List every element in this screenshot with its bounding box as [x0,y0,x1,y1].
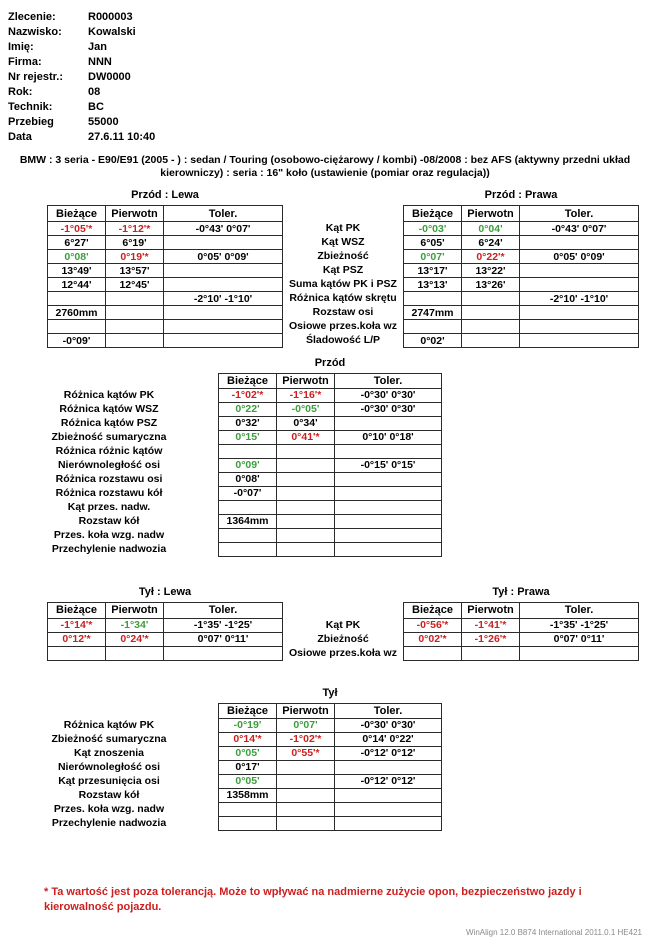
info-label: Nr rejestr.: [8,71,64,83]
table-row [219,816,441,830]
table-cell [334,543,441,556]
table-row [404,618,638,632]
table-cell: -1°35' -1°25' [163,619,282,632]
front-right-title: Przód : Prawa [484,189,558,201]
table-cell: 0°41'* [276,431,334,444]
column-header: Toler. [519,603,638,618]
rear-right-title: Tył : Prawa [492,585,550,598]
customer-info-block [0,0,650,145]
row-label: Różnica kątów PSZ [60,416,158,429]
table-cell [276,529,334,542]
info-value: Jan [88,41,107,53]
table-row [48,618,282,632]
row-label: Różnica kątów skrętu [289,292,397,304]
table-cell: -0°05' [276,403,334,416]
table-cell: 13°57' [105,264,163,277]
column-header: Pierwotn [461,206,519,221]
table-row [219,514,441,528]
column-header: Bieżące [227,704,268,717]
table-cell: -0°30' 0°30' [334,719,441,732]
info-value: Kowalski [88,26,136,38]
table-cell [404,292,461,305]
vehicle-spec-title: BMW : 3 seria - E90/E91 (2005 - ) : sedan / Touring (osobowo-ciężarowy / kombi) -08/2008 : bez AFS (aktywny przedni układ kierowniczy) : seria : 16" koło (ustawienie (pomiar oraz regulacja)) [19,154,631,179]
table-cell [404,320,461,333]
table-cell: -0°09' [62,334,91,347]
table-cell: -1°02'* [231,389,264,401]
table-header-row [404,206,638,221]
column-header: Bieżące [412,207,453,220]
table-cell: 0°07' 0°11' [519,633,638,646]
table-row [219,388,441,402]
table-cell: 6°27' [64,236,89,249]
table-cell: 0°14'* [233,733,262,745]
info-label: Zlecenie: [8,11,56,23]
table-row [219,402,441,416]
front-axle-section [0,188,650,349]
row-label: Zbieżność sumaryczna [51,430,167,443]
table-cell [276,775,334,788]
table-cell [334,529,441,542]
row-label: Osiowe przes.koła wz [289,320,397,332]
column-header: Bieżące [412,604,453,616]
table-cell [276,803,334,816]
front-left-title: Przód : Lewa [131,189,199,201]
table-cell [163,647,282,660]
info-value: 55000 [88,116,119,128]
row-label: Różnica kątów PK [63,388,155,401]
table-cell: -0°15' 0°15' [334,459,441,472]
column-header: Toler. [334,374,441,388]
table-cell [461,306,519,319]
table-cell: 0°05' 0°09' [163,250,282,263]
table-cell [219,501,276,514]
table-row [404,333,638,347]
front-measure-labels [283,188,403,349]
table-row [48,333,282,347]
table-header-row [48,206,282,221]
table-cell [334,445,441,458]
table-cell [105,334,163,347]
front-right-block [403,188,639,349]
front-right-table [403,205,639,348]
table-cell: 0°05' [235,747,260,759]
row-label: Różnica różnic kątów [55,444,163,457]
table-cell: 0°19'* [105,250,163,263]
table-row [219,500,441,514]
rear-left-title: Tył : Lewa [138,585,192,598]
table-cell [519,236,638,249]
column-header: Pierwotn [461,603,519,618]
tolerance-warning-text: * Ta wartość jest poza tolerancją. Może to wpływać na nadmierne zużycie opon, bezpieczeństwo jazdy i kierowalność pojazdu. [44,885,582,913]
table-row [219,802,441,816]
table-row [219,542,441,556]
table-cell: 0°08' [235,473,260,485]
column-header: Pierwotn [105,206,163,221]
row-label: Nierównoległość osi [57,458,161,471]
table-cell [461,334,519,347]
table-cell: -0°56'* [416,619,449,631]
table-row [219,788,441,802]
table-cell [219,445,276,458]
table-cell [334,487,441,500]
table-cell: -0°12' 0°12' [334,775,441,788]
table-cell: 6°19' [105,236,163,249]
front-left-table [47,205,283,348]
row-label: Przechylenie nadwozia [51,542,167,555]
rear-summary-title: Tył [322,686,338,699]
row-label: Suma kątów PK i PSZ [289,278,397,290]
table-cell [276,761,334,774]
column-header: Toler. [334,704,441,718]
info-row [8,115,650,130]
info-value: 08 [88,86,101,98]
row-label: Kąt przesunięcia osi [58,774,160,787]
column-header: Pierwotn [105,603,163,618]
row-label: Kąt przes. nadw. [67,500,151,513]
row-label: Rozstaw osi [312,306,374,318]
table-row [48,632,282,646]
table-cell: 6°24' [461,236,519,249]
table-cell: 0°09' [235,459,260,471]
row-label: Przes. koła wzg. nadw [53,528,165,541]
rear-axle-summary-section [0,687,650,835]
table-cell [334,501,441,514]
table-cell: 2760mm [55,306,98,319]
table-row [219,746,441,760]
table-cell [276,459,334,472]
table-row [48,277,282,291]
table-row [48,291,282,305]
column-header: Bieżące [227,374,268,387]
table-row [219,444,441,458]
info-label: Przebieg [8,116,54,128]
table-cell [276,473,334,486]
rear-summary-table [218,703,442,831]
row-label: Śladowość L/P [305,334,381,346]
table-row [48,249,282,263]
row-label: Różnica rozstawu osi [55,472,163,485]
table-cell: 13°13' [417,278,448,291]
info-row [8,100,650,115]
table-row [404,291,638,305]
table-row [48,305,282,319]
front-summary-table [218,373,442,557]
table-cell: 0°22'* [461,250,519,263]
software-version-text: WinAlign 12.0 B874 International 2011.0.1 HE421 [466,927,642,937]
table-cell: 6°05' [420,236,445,249]
rear-summary-block [218,687,442,835]
row-label: Zbieżność [317,632,369,645]
table-row [219,416,441,430]
table-cell: -1°02'* [276,733,334,746]
row-label: Kąt PK [325,222,361,234]
table-cell: 13°17' [417,264,448,277]
table-cell: 0°07' [276,719,334,732]
table-cell: 0°07' 0°11' [163,633,282,646]
table-cell: 0°05' [235,775,260,787]
table-cell [276,445,334,458]
table-header-row [219,704,441,718]
table-cell: 0°24'* [105,633,163,646]
table-cell: -0°43' 0°07' [519,222,638,235]
table-cell [334,473,441,486]
info-value: BC [88,101,104,113]
table-cell [219,543,276,556]
front-summary-title: Przód [314,356,346,369]
table-cell: -0°07' [233,487,262,499]
table-cell: 13°26' [461,278,519,291]
table-cell: -0°43' 0°07' [163,222,282,235]
table-cell: 12°45' [105,278,163,291]
table-cell [334,789,441,802]
table-cell [105,306,163,319]
table-cell: -0°30' 0°30' [334,403,441,416]
table-row [48,221,282,235]
table-cell: 0°05' 0°09' [519,250,638,263]
rear-axle-section [0,585,650,665]
table-cell: 12°44' [61,278,92,291]
table-cell: -2°10' -1°10' [163,292,282,305]
row-label: Osiowe przes.koła wz [289,646,397,659]
table-cell [163,278,282,291]
rear-left-table [47,602,283,661]
table-cell: 1364mm [226,515,269,527]
row-label: Nierównoległość osi [57,760,161,773]
table-cell: 0°10' 0°18' [334,431,441,444]
table-cell [519,264,638,277]
table-cell [105,647,163,660]
row-label: Kąt PSZ [322,264,364,276]
table-row [404,305,638,319]
row-label: Przes. koła wzg. nadw [53,802,165,815]
table-cell: 0°17' [235,761,260,773]
table-cell [334,761,441,774]
table-cell: 0°07' [420,250,445,263]
front-summary-labels [0,357,218,561]
table-cell: 0°15' [235,431,260,443]
column-header: Pierwotn [276,704,334,718]
table-row [48,319,282,333]
table-row [219,774,441,788]
table-row [219,472,441,486]
table-cell [461,292,519,305]
row-label: Rozstaw kół [78,788,140,801]
row-label: Różnica rozstawu kół [55,486,163,499]
table-row [219,718,441,732]
info-label: Imię: [8,41,34,53]
table-cell: 2747mm [411,306,454,319]
table-cell: -1°05'* [60,222,93,235]
table-cell [163,320,282,333]
table-cell [105,292,163,305]
table-row [404,277,638,291]
table-cell: 0°02' [420,334,445,347]
table-header-row [48,603,282,618]
table-cell [276,487,334,500]
table-cell: 0°04' [461,222,519,235]
table-cell: 0°08' [64,250,89,263]
table-row [48,646,282,660]
table-row [48,263,282,277]
table-cell [461,647,519,660]
column-header: Bieżące [56,604,97,616]
table-cell [276,515,334,528]
column-header: Pierwotn [276,374,334,388]
table-cell [105,320,163,333]
table-cell [48,320,105,333]
info-value: R000003 [88,11,133,23]
row-label: Zbieżność sumaryczna [51,732,167,745]
info-row [8,40,650,55]
info-value: 27.6.11 10:40 [88,131,156,143]
table-row [404,221,638,235]
table-cell [163,306,282,319]
row-label: Rozstaw kół [78,514,140,527]
table-cell [334,817,441,830]
info-label: Nazwisko: [8,26,62,38]
table-row [404,263,638,277]
rear-right-block [403,585,639,665]
table-cell [219,803,276,816]
table-cell [461,320,519,333]
table-row [219,528,441,542]
table-row [404,235,638,249]
info-row [8,70,650,85]
table-cell: -1°35' -1°25' [519,619,638,632]
table-cell [219,529,276,542]
table-row [404,632,638,646]
row-label: Zbieżność [317,250,369,262]
info-value: NNN [88,56,112,68]
info-label: Rok: [8,86,33,98]
table-cell [48,647,105,660]
table-row [219,430,441,444]
table-row [219,732,441,746]
table-cell [276,789,334,802]
table-cell [219,817,276,830]
info-row [8,130,650,145]
info-value: DW0000 [88,71,131,83]
row-label: Przechylenie nadwozia [51,816,167,829]
rear-measure-labels [283,585,403,665]
column-header: Toler. [163,206,282,221]
table-cell: -1°16'* [276,389,334,402]
table-cell: -2°10' -1°10' [519,292,638,305]
table-cell [404,647,461,660]
table-cell: 13°22' [461,264,519,277]
table-cell [163,236,282,249]
table-header-row [404,603,638,618]
table-cell: -1°26'* [461,633,519,646]
table-cell: -1°14'* [60,619,93,631]
row-label: Kąt znoszenia [73,746,144,759]
table-cell: 0°12'* [62,633,91,645]
row-label: Różnica kątów PK [63,718,155,731]
table-cell: 0°34' [276,417,334,430]
table-row [219,760,441,774]
table-cell [519,334,638,347]
table-cell: -1°34' [105,619,163,632]
info-row [8,55,650,70]
table-row [404,646,638,660]
table-cell [519,647,638,660]
table-row [404,249,638,263]
table-cell [519,278,638,291]
table-cell [334,803,441,816]
table-cell: 13°49' [61,264,92,277]
table-cell [276,543,334,556]
info-row [8,25,650,40]
column-header: Toler. [519,206,638,221]
table-cell: -0°30' 0°30' [334,389,441,402]
table-cell [163,264,282,277]
table-cell: 0°22' [235,403,260,415]
info-label: Technik: [8,101,53,113]
table-cell [519,320,638,333]
front-left-block [47,188,283,349]
table-cell [334,515,441,528]
front-summary-block [218,357,442,561]
info-label: Firma: [8,56,42,68]
row-label: Kąt WSZ [321,236,365,248]
column-header: Toler. [163,603,282,618]
table-cell: -0°19' [233,719,262,731]
rear-right-table [403,602,639,661]
table-row [48,235,282,249]
table-cell [519,306,638,319]
table-cell: 0°32' [235,417,260,429]
table-cell: 0°55'* [276,747,334,760]
info-label: Data [8,131,32,143]
table-row [404,319,638,333]
front-axle-summary-section [0,357,650,561]
rear-left-block [47,585,283,665]
table-cell [163,334,282,347]
table-cell: -0°03' [418,222,447,235]
info-row [8,10,650,25]
table-cell [276,817,334,830]
table-header-row [219,374,441,388]
table-cell: -1°12'* [105,222,163,235]
table-cell: -1°41'* [461,619,519,632]
row-label: Różnica kątów WSZ [59,402,159,415]
table-row [219,458,441,472]
table-cell [276,501,334,514]
table-cell: -0°12' 0°12' [334,747,441,760]
info-row [8,85,650,100]
table-cell: 0°14' 0°22' [334,733,441,746]
rear-summary-labels [0,687,218,835]
table-cell: 0°02'* [418,633,447,645]
column-header: Bieżące [56,207,97,220]
table-row [219,486,441,500]
row-label: Kąt PK [325,618,361,631]
table-cell: 1358mm [226,789,269,801]
table-cell [48,292,105,305]
table-cell [334,417,441,430]
